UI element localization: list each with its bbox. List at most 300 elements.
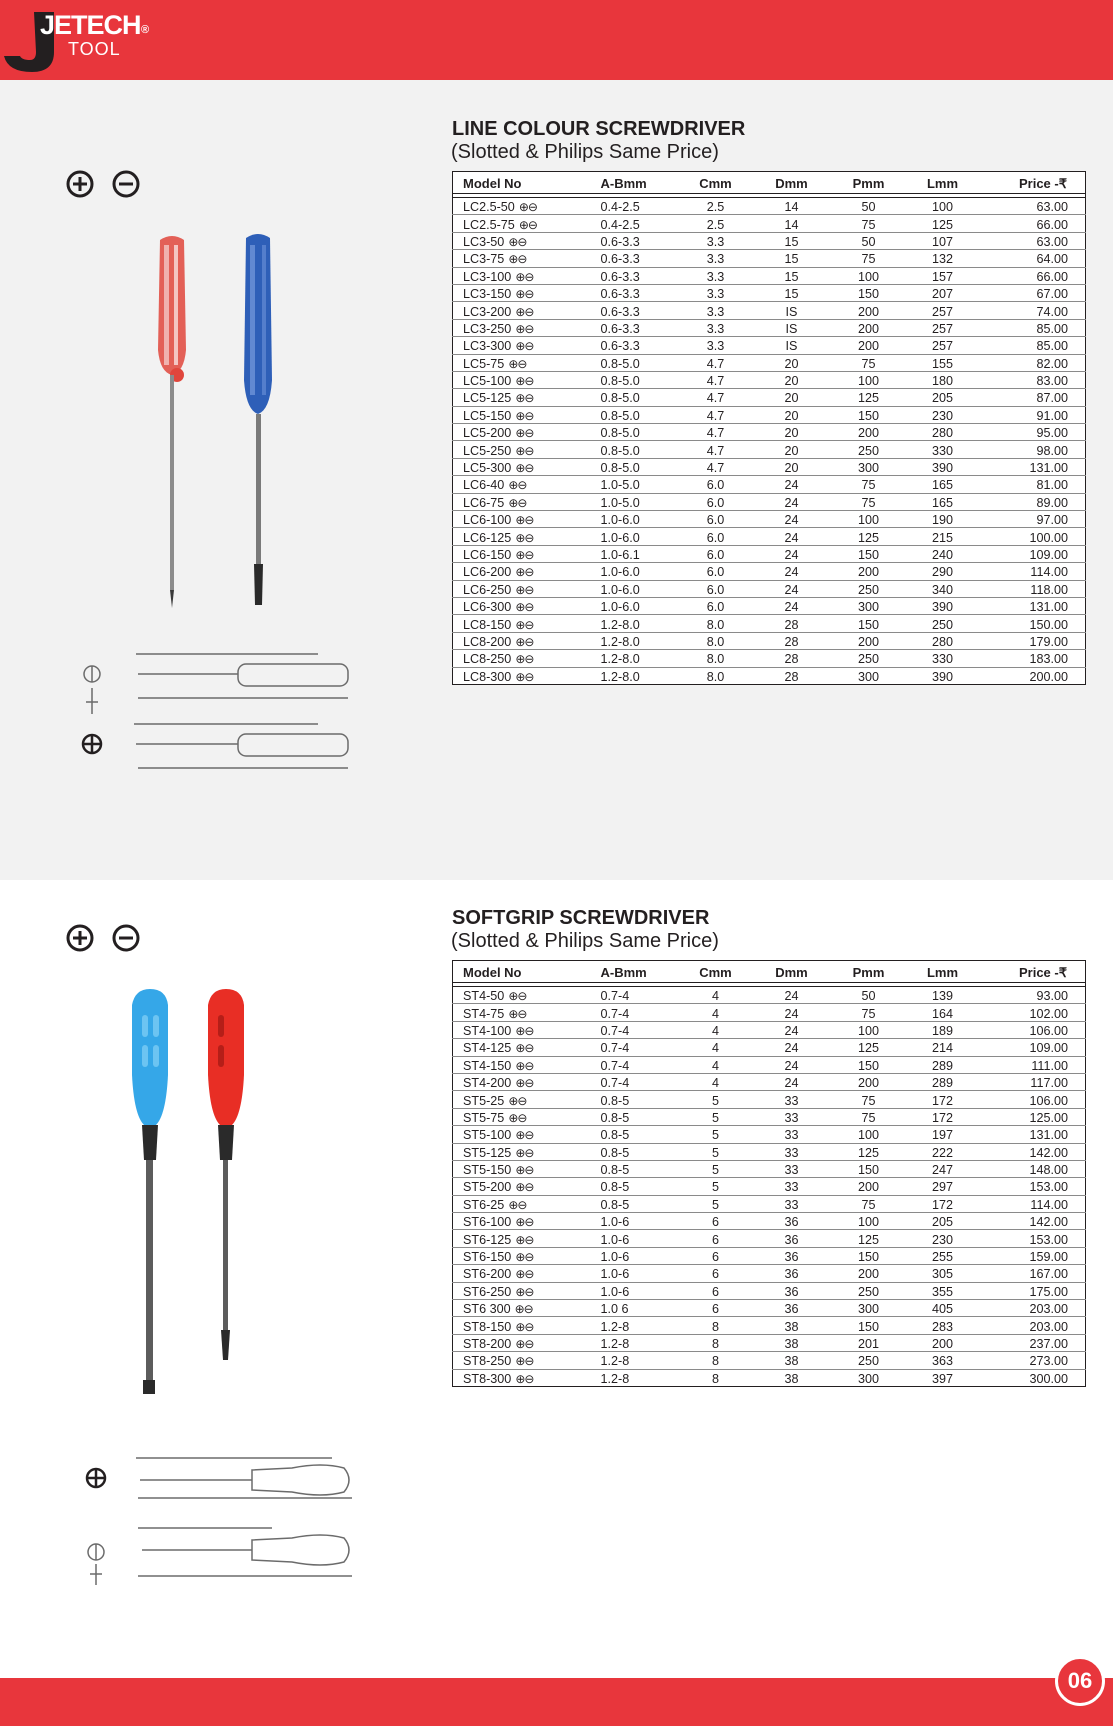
cell-price: 131.00	[973, 597, 1086, 614]
table-row	[453, 458, 1086, 475]
cell-price: 95.00	[973, 424, 1086, 441]
cell-a-b: 0.8-5	[601, 1178, 673, 1195]
cell-l: 390	[913, 667, 973, 684]
phillips-slotted-icon: ⊕⊖	[515, 548, 534, 562]
cell-l: 405	[913, 1300, 973, 1317]
cell-price: 89.00	[973, 493, 1086, 510]
cell-a-b: 1.0-6	[601, 1265, 673, 1282]
slotted-icon	[112, 924, 140, 952]
cell-c: 6.0	[673, 580, 759, 597]
cell-l: 290	[913, 563, 973, 580]
cell-d: 15	[759, 250, 825, 267]
page-number: 06	[1055, 1656, 1105, 1706]
phillips-slotted-icon: ⊕⊖	[515, 1371, 534, 1386]
cell-price: 87.00	[973, 389, 1086, 406]
cell-d: 36	[759, 1213, 825, 1230]
cell-model	[453, 528, 601, 545]
table-row	[453, 1230, 1086, 1247]
cell-model	[453, 232, 601, 249]
table-row	[453, 1195, 1086, 1212]
phillips-slotted-icon: ⊕⊖	[515, 339, 534, 354]
cell-p: 300	[825, 667, 913, 684]
cell-a-b: 0.8-5	[601, 1108, 673, 1125]
cell-price: 167.00	[973, 1265, 1086, 1282]
cell-c: 4.7	[673, 424, 759, 441]
model-number: LC3-200	[463, 304, 512, 319]
cell-c: 8.0	[673, 650, 759, 667]
cell-model	[453, 1108, 601, 1125]
cell-c: 4	[673, 1056, 759, 1073]
cell-a-b: 0.8-5	[601, 1126, 673, 1143]
cell-price: 203.00	[973, 1317, 1086, 1334]
col-header-c: Cmm	[673, 172, 759, 194]
cell-price: 148.00	[973, 1160, 1086, 1177]
cell-model	[453, 441, 601, 458]
cell-l: 205	[913, 1213, 973, 1230]
cell-a-b: 0.6-3.3	[601, 319, 673, 336]
cell-c: 8	[673, 1317, 759, 1334]
phillips-slotted-icon: ⊕⊖	[515, 461, 534, 476]
model-number: ST8-300	[463, 1371, 512, 1386]
cell-p: 150	[825, 284, 913, 301]
cell-c: 6	[673, 1265, 759, 1282]
cell-a-b: 0.6-3.3	[601, 284, 673, 301]
table-row	[453, 319, 1086, 336]
cell-a-b: 1.2-8.0	[601, 632, 673, 649]
cell-d: 28	[759, 650, 825, 667]
cell-d: 28	[759, 667, 825, 684]
phillips-slotted-icon: ⊕⊖	[515, 1319, 534, 1334]
cell-d: IS	[759, 319, 825, 336]
cell-price: 153.00	[973, 1178, 1086, 1195]
cell-a-b: 1.2-8.0	[601, 650, 673, 667]
model-number: LC6-75	[463, 495, 505, 510]
table-row	[453, 215, 1086, 232]
cell-price: 100.00	[973, 528, 1086, 545]
phillips-slotted-icon: ⊕⊖	[515, 1284, 534, 1299]
cell-c: 8	[673, 1334, 759, 1351]
phillips-slotted-icon: ⊕⊖	[515, 391, 534, 406]
cell-model	[453, 1021, 601, 1038]
cell-c: 3.3	[673, 267, 759, 284]
model-number: ST8-150	[463, 1319, 512, 1334]
table-row	[453, 1091, 1086, 1108]
cell-a-b: 0.8-5	[601, 1143, 673, 1160]
cell-model	[453, 545, 601, 562]
col-header-model: Model No	[453, 172, 601, 194]
table-row	[453, 371, 1086, 388]
phillips-slotted-icon: ⊕⊖	[518, 200, 537, 215]
model-number: LC8-250	[463, 652, 512, 667]
cell-price: 106.00	[973, 1021, 1086, 1038]
cell-price: 131.00	[973, 1126, 1086, 1143]
cell-d: 33	[759, 1143, 825, 1160]
cell-p: 75	[825, 250, 913, 267]
cell-price: 183.00	[973, 650, 1086, 667]
phillips-slotted-icon: ⊕⊖	[515, 617, 534, 632]
softgrip-screwdrivers-image	[120, 985, 280, 1415]
model-number: LC5-125	[463, 391, 512, 406]
cell-model	[453, 1352, 601, 1369]
table-row	[453, 1021, 1086, 1038]
cell-model	[453, 1126, 601, 1143]
softgrip-spec-table	[452, 960, 1086, 1387]
table-row	[453, 302, 1086, 319]
phillips-slotted-icon: ⊕⊖	[514, 1302, 533, 1317]
cell-a-b: 1.0 6	[601, 1300, 673, 1317]
cell-price: 74.00	[973, 302, 1086, 319]
model-number: ST5-100	[463, 1128, 512, 1143]
cell-c: 8	[673, 1352, 759, 1369]
cell-model	[453, 1178, 601, 1195]
cell-model	[453, 1265, 601, 1282]
cell-model	[453, 632, 601, 649]
phillips-slotted-icon: ⊕⊖	[515, 600, 534, 615]
cell-a-b: 0.8-5	[601, 1160, 673, 1177]
model-number: LC5-200	[463, 426, 512, 441]
table-row	[453, 528, 1086, 545]
table-row	[453, 1282, 1086, 1299]
cell-a-b: 1.2-8	[601, 1317, 673, 1334]
table-row	[453, 1352, 1086, 1369]
phillips-slotted-icon: ⊕⊖	[515, 1267, 534, 1282]
cell-c: 5	[673, 1108, 759, 1125]
model-number: ST5-150	[463, 1163, 512, 1178]
cell-p: 150	[825, 1056, 913, 1073]
phillips-slotted-icon: ⊕⊖	[515, 669, 534, 684]
cell-l: 207	[913, 284, 973, 301]
phillips-icon	[66, 170, 94, 198]
cell-price: 64.00	[973, 250, 1086, 267]
cell-p: 300	[825, 1300, 913, 1317]
cell-a-b: 1.2-8.0	[601, 667, 673, 684]
cell-price: 300.00	[973, 1369, 1086, 1386]
phillips-slotted-icon: ⊕⊖	[515, 408, 534, 423]
cell-d: 38	[759, 1352, 825, 1369]
model-number: ST6-200	[463, 1267, 512, 1282]
cell-price: 82.00	[973, 354, 1086, 371]
cell-a-b: 1.0-6	[601, 1213, 673, 1230]
cell-model	[453, 302, 601, 319]
cell-model	[453, 1282, 601, 1299]
cell-p: 250	[825, 650, 913, 667]
model-number: LC5-75	[463, 356, 505, 371]
cell-price: 66.00	[973, 215, 1086, 232]
table-row	[453, 476, 1086, 493]
cell-model	[453, 1160, 601, 1177]
table-row	[453, 1126, 1086, 1143]
cell-p: 100	[825, 1213, 913, 1230]
cell-d: 24	[759, 563, 825, 580]
cell-c: 5	[673, 1091, 759, 1108]
phillips-slotted-icon: ⊕⊖	[515, 1337, 534, 1351]
cell-l: 172	[913, 1108, 973, 1125]
phillips-slotted-icon: ⊕⊖	[515, 1058, 534, 1073]
col-header-price: Price -₹	[973, 172, 1086, 194]
phillips-slotted-icon: ⊕⊖	[515, 530, 534, 545]
cell-a-b: 1.2-8	[601, 1352, 673, 1369]
cell-l: 257	[913, 319, 973, 336]
cell-c: 3.3	[673, 319, 759, 336]
cell-model	[453, 580, 601, 597]
cell-p: 250	[825, 1352, 913, 1369]
cell-c: 4	[673, 1021, 759, 1038]
table-row	[453, 545, 1086, 562]
cell-c: 6	[673, 1247, 759, 1264]
cell-l: 164	[913, 1004, 973, 1021]
cell-a-b: 0.6-3.3	[601, 232, 673, 249]
cell-model	[453, 1195, 601, 1212]
cell-model	[453, 1073, 601, 1090]
cell-price: 93.00	[973, 987, 1086, 1004]
phillips-slotted-icon: ⊕⊖	[515, 1145, 534, 1160]
phillips-slotted-icon: ⊕⊖	[515, 443, 534, 458]
cell-price: 142.00	[973, 1143, 1086, 1160]
col-header-a-b: A-Bmm	[601, 172, 673, 194]
cell-d: 38	[759, 1369, 825, 1386]
cell-c: 8	[673, 1369, 759, 1386]
cell-c: 6	[673, 1300, 759, 1317]
cell-d: 33	[759, 1126, 825, 1143]
cell-d: 15	[759, 267, 825, 284]
col-header-p: Pmm	[825, 961, 913, 983]
cell-price: 109.00	[973, 1039, 1086, 1056]
cell-a-b: 0.7-4	[601, 1073, 673, 1090]
cell-a-b: 1.0-5.0	[601, 476, 673, 493]
cell-c: 6	[673, 1282, 759, 1299]
cell-l: 330	[913, 441, 973, 458]
model-number: LC3-300	[463, 339, 512, 354]
table-row	[453, 1108, 1086, 1125]
col-header-l: Lmm	[913, 172, 973, 194]
cell-model	[453, 1213, 601, 1230]
line-colour-dimension-drawing	[78, 640, 378, 780]
cell-a-b: 0.8-5.0	[601, 371, 673, 388]
cell-p: 50	[825, 232, 913, 249]
cell-price: 142.00	[973, 1213, 1086, 1230]
brand-registered: ®	[141, 24, 150, 36]
cell-p: 200	[825, 1178, 913, 1195]
cell-d: 24	[759, 580, 825, 597]
cell-model	[453, 615, 601, 632]
col-header-d: Dmm	[759, 172, 825, 194]
cell-p: 150	[825, 406, 913, 423]
cell-model	[453, 198, 601, 215]
col-header-l: Lmm	[913, 961, 973, 983]
cell-l: 165	[913, 476, 973, 493]
cell-price: 81.00	[973, 476, 1086, 493]
cell-p: 200	[825, 302, 913, 319]
cell-p: 75	[825, 1091, 913, 1108]
model-number: LC6-200	[463, 565, 512, 580]
cell-price: 118.00	[973, 580, 1086, 597]
cell-l: 247	[913, 1160, 973, 1177]
model-number: LC6-40	[463, 478, 505, 493]
table-row	[453, 1178, 1086, 1195]
cell-d: 15	[759, 284, 825, 301]
cell-a-b: 0.8-5.0	[601, 389, 673, 406]
model-number: LC3-75	[463, 252, 505, 267]
cell-a-b: 1.0-6	[601, 1247, 673, 1264]
cell-p: 50	[825, 198, 913, 215]
col-header-model: Model No	[453, 961, 601, 983]
table-row	[453, 232, 1086, 249]
cell-d: 33	[759, 1178, 825, 1195]
cell-price: 159.00	[973, 1247, 1086, 1264]
section-subtitle-line-colour: (Slotted & Philips Same Price)	[451, 141, 719, 163]
softgrip-dimension-drawing	[82, 1440, 382, 1590]
cell-a-b: 1.0-6.1	[601, 545, 673, 562]
cell-c: 3.3	[673, 232, 759, 249]
model-number: ST6-150	[463, 1250, 512, 1265]
cell-d: IS	[759, 302, 825, 319]
model-number: ST4-150	[463, 1058, 512, 1073]
cell-l: 222	[913, 1143, 973, 1160]
cell-p: 200	[825, 563, 913, 580]
cell-price: 179.00	[973, 632, 1086, 649]
cell-price: 63.00	[973, 198, 1086, 215]
cell-c: 4.7	[673, 406, 759, 423]
cell-l: 132	[913, 250, 973, 267]
cell-a-b: 1.2-8.0	[601, 615, 673, 632]
cell-l: 165	[913, 493, 973, 510]
cell-a-b: 0.7-4	[601, 1039, 673, 1056]
phillips-slotted-icon: ⊕⊖	[515, 1023, 534, 1038]
cell-l: 215	[913, 528, 973, 545]
section-title-softgrip: SOFTGRIP SCREWDRIVER	[452, 907, 710, 929]
cell-model	[453, 458, 601, 475]
cell-d: 38	[759, 1334, 825, 1351]
cell-model	[453, 424, 601, 441]
cell-c: 6	[673, 1230, 759, 1247]
cell-model	[453, 511, 601, 528]
cell-p: 75	[825, 215, 913, 232]
cell-p: 125	[825, 389, 913, 406]
cell-price: 175.00	[973, 1282, 1086, 1299]
table-row	[453, 1247, 1086, 1264]
table-row	[453, 563, 1086, 580]
cell-a-b: 0.8-5	[601, 1091, 673, 1108]
cell-p: 150	[825, 1160, 913, 1177]
phillips-slotted-icon: ⊕⊖	[508, 252, 527, 267]
cell-c: 4.7	[673, 371, 759, 388]
model-number: ST6-25	[463, 1197, 505, 1212]
col-header-c: Cmm	[673, 961, 759, 983]
cell-a-b: 0.7-4	[601, 987, 673, 1004]
cell-a-b: 0.6-3.3	[601, 250, 673, 267]
cell-model	[453, 267, 601, 284]
cell-p: 75	[825, 354, 913, 371]
phillips-slotted-icon: ⊕⊖	[515, 269, 534, 284]
cell-model	[453, 1247, 601, 1264]
cell-price: 106.00	[973, 1091, 1086, 1108]
cell-d: 20	[759, 458, 825, 475]
model-number: ST4-75	[463, 1006, 505, 1021]
cell-p: 200	[825, 1265, 913, 1282]
cell-l: 363	[913, 1352, 973, 1369]
phillips-slotted-icon: ⊕⊖	[515, 1041, 534, 1056]
drive-type-icons-softgrip	[66, 924, 140, 952]
phillips-slotted-icon: ⊕⊖	[515, 1076, 534, 1091]
cell-c: 2.5	[673, 198, 759, 215]
model-number: LC5-300	[463, 461, 512, 476]
cell-c: 5	[673, 1178, 759, 1195]
slotted-icon	[112, 170, 140, 198]
cell-a-b: 0.8-5.0	[601, 406, 673, 423]
cell-d: 33	[759, 1091, 825, 1108]
cell-d: IS	[759, 337, 825, 354]
cell-d: 24	[759, 1039, 825, 1056]
model-number: LC3-150	[463, 287, 512, 302]
cell-p: 125	[825, 1039, 913, 1056]
phillips-slotted-icon: ⊕⊖	[515, 1354, 534, 1369]
phillips-slotted-icon: ⊕⊖	[508, 478, 527, 493]
model-number: ST4-125	[463, 1041, 512, 1056]
cell-p: 150	[825, 1247, 913, 1264]
table-row	[453, 1004, 1086, 1021]
cell-model	[453, 371, 601, 388]
cell-model	[453, 215, 601, 232]
cell-d: 28	[759, 615, 825, 632]
cell-model	[453, 1369, 601, 1386]
cell-l: 283	[913, 1317, 973, 1334]
brand-logo	[4, 6, 154, 72]
phillips-slotted-icon: ⊕⊖	[515, 565, 534, 580]
table-row	[453, 632, 1086, 649]
cell-p: 125	[825, 1143, 913, 1160]
phillips-slotted-icon: ⊕⊖	[515, 634, 534, 649]
phillips-slotted-icon: ⊕⊖	[515, 1163, 534, 1178]
model-number: ST6-100	[463, 1215, 512, 1230]
model-number: LC8-150	[463, 617, 512, 632]
cell-a-b: 0.6-3.3	[601, 302, 673, 319]
cell-model	[453, 476, 601, 493]
col-header-a-b: A-Bmm	[601, 961, 673, 983]
cell-d: 36	[759, 1282, 825, 1299]
cell-model	[453, 667, 601, 684]
cell-c: 3.3	[673, 284, 759, 301]
cell-l: 397	[913, 1369, 973, 1386]
phillips-slotted-icon: ⊕⊖	[515, 374, 534, 389]
cell-l: 107	[913, 232, 973, 249]
cell-p: 250	[825, 1282, 913, 1299]
table-row	[453, 1369, 1086, 1386]
cell-d: 36	[759, 1265, 825, 1282]
cell-a-b: 1.2-8	[601, 1334, 673, 1351]
cell-d: 36	[759, 1247, 825, 1264]
cell-a-b: 0.7-4	[601, 1004, 673, 1021]
cell-a-b: 1.0-6.0	[601, 528, 673, 545]
cell-c: 6.0	[673, 545, 759, 562]
cell-p: 75	[825, 1195, 913, 1212]
table-header-row	[453, 172, 1086, 194]
table-row	[453, 493, 1086, 510]
cell-price: 85.00	[973, 337, 1086, 354]
table-row	[453, 1317, 1086, 1334]
cell-d: 15	[759, 232, 825, 249]
model-number: ST4-50	[463, 989, 505, 1004]
cell-d: 33	[759, 1108, 825, 1125]
cell-p: 100	[825, 267, 913, 284]
model-number: LC2.5-75	[463, 217, 515, 232]
cell-c: 8.0	[673, 667, 759, 684]
table-row	[453, 337, 1086, 354]
model-number: ST5-25	[463, 1093, 505, 1108]
cell-d: 24	[759, 493, 825, 510]
cell-p: 300	[825, 1369, 913, 1386]
cell-a-b: 0.8-5.0	[601, 354, 673, 371]
cell-p: 75	[825, 1004, 913, 1021]
